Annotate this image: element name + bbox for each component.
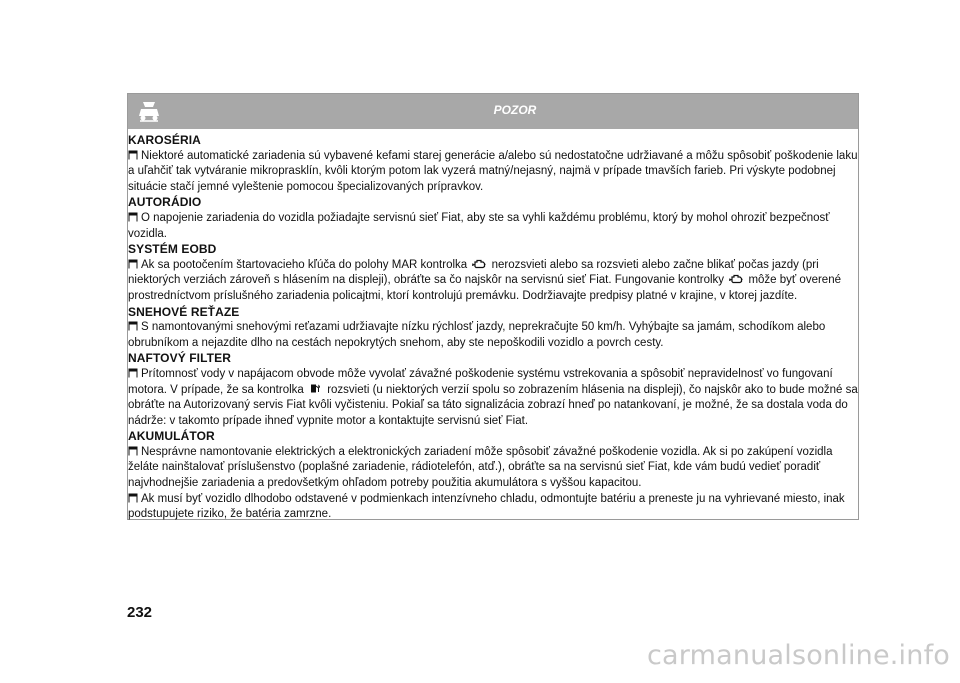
engine-check-icon: [472, 259, 486, 269]
section-title: SNEHOVÉ REŤAZE: [128, 304, 240, 319]
warning-box: [127, 93, 859, 520]
warning-title: POZOR: [493, 103, 537, 117]
section-title: KAROSÉRIA: [128, 133, 201, 147]
section-paragraph: [128, 258, 858, 305]
watermark: carmanualsonline.info: [647, 640, 950, 671]
section-paragraph: [128, 492, 858, 523]
warning-content: [128, 129, 858, 523]
bullet-box-icon: [128, 150, 138, 160]
bullet-box-icon: [128, 321, 138, 331]
engine-check-icon: [729, 274, 743, 284]
paragraph-text: Niektoré automatické zariadenia sú vybavené kefami starej generácie a/alebo sú nedostatočne udržiavané a môžu spôsobiť poškodenie laku a uľahčiť tak vytváranie mikroprasklín, kvôli ktorým potom lak vyzerá matný/nejasný, najmä v prípade tmavších farieb. Pri výskyte podobnej situácie stačí jemné vyleštenie pomocou špecializovaných prípravkov.: [128, 149, 858, 193]
section-title: NAFTOVÝ FILTER: [128, 351, 231, 366]
paragraph-text: Prítomnosť vody v napájacom obvode môže vyvolať závažné poškodenie systému vstrekovania a spôsobiť nepravidelnosť vo fungovaní motora. V prípade, že sa kontrolka: [128, 367, 833, 396]
warning-header: [128, 94, 858, 129]
paragraph-text: nerozsvieti alebo sa rozsvieti alebo začne blikať počas jazdy (pri niektorých verziách zároveň s hlásením na displeji), obráťte sa čo najskôr na servisnú sieť Fiat. Fungovanie kontrolky: [128, 258, 819, 287]
paragraph-text: Ak sa pootočením štartovacieho kľúča do polohy MAR kontrolka: [141, 258, 468, 271]
bullet-box-icon: [128, 446, 138, 456]
paragraph-text: O napojenie zariadenia do vozidla požiadajte servisnú sieť Fiat, aby ste sa vyhli každému problému, ktorý by mohol ohroziť bezpečnosť vozidla.: [128, 211, 830, 240]
section-paragraph: [128, 211, 858, 242]
paragraph-text: môže byť overené prostredníctvom príslušného zariadenia policajtmi, ktorí kontrolujú premávku. Dodržiavajte predpisy platné v krajine, v ktorej jazdíte.: [128, 274, 841, 302]
section-title: SYSTÉM EOBD: [128, 242, 217, 257]
section-paragraph: [128, 367, 858, 429]
water-in-fuel-icon: [310, 383, 321, 394]
paragraph-text: rozsvieti (u niektorých verzií spolu so zobrazením hlásenia na displeji), čo najskôr ako to bude možné sa obráťte na Autorizovaný servis Fiat kvôli vyčisteniu. Pokiaľ sa táto signalizácia zobrazí hneď po natankovaní, je možné, že sa dostala voda do nádrže: v takomto prípade ihneď vypnite motor a kontaktujte servisnú sieť Fiat.: [128, 383, 858, 427]
page-number: 232: [127, 604, 153, 621]
section-paragraph: [128, 320, 858, 351]
bullet-box-icon: [128, 368, 138, 378]
bullet-box-icon: [128, 493, 138, 503]
bullet-box-icon: [128, 259, 138, 269]
section-title: AKUMULÁTOR: [128, 429, 215, 444]
section-title: AUTORÁDIO: [128, 195, 202, 210]
paragraph-text: S namontovanými snehovými reťazami udržiavajte nízku rýchlosť jazdy, neprekračujte 50 km/h. Vyhýbajte sa jamám, schodíkom alebo obrubníkom a nejazdite dlho na cestách nepokrytých snehom, aby ste nepoškodili vozidlo a povrch cesty.: [128, 321, 826, 349]
section-paragraph: [128, 149, 858, 196]
paragraph-text: Ak musí byť vozidlo dlhodobo odstavené v podmienkach intenzívneho chladu, odmontujte batériu a preneste ju na vyhrievané miesto, inak podstupujete riziko, že batéria zamrzne.: [128, 492, 845, 521]
bullet-box-icon: [128, 212, 138, 222]
section-paragraph: [128, 445, 858, 492]
paragraph-text: Nesprávne namontovanie elektrických a elektronických zariadení môže spôsobiť závažné poškodenie vozidla. Ak si po zakúpení vozidla želáte nainštalovať príslušenstvo (poplašné zariadenie, rádiotelefón, atď.), obráťte sa na servisnú sieť Fiat, kde vám budú vedieť poradiť najvhodnejšie zariadenia a predovšetkým ohľadom potreby použitia akumulátora s vyššou kapacitou.: [128, 445, 833, 490]
